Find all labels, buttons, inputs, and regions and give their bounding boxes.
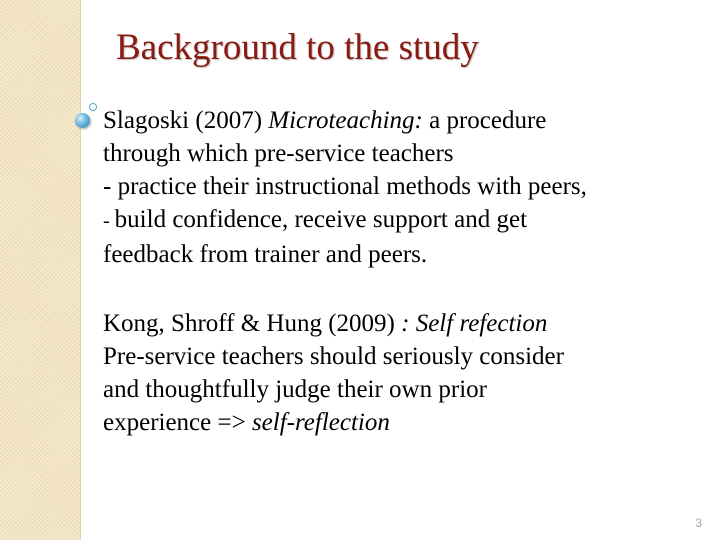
para1-line3: - practice their instructional methods with peers, xyxy=(103,173,587,200)
citation-slagoski: Slagoski (2007) xyxy=(103,107,269,134)
slide-number: 3 xyxy=(695,516,702,530)
para1-line5: feedback from trainer and peers. xyxy=(103,241,428,268)
para1-line1 xyxy=(103,104,703,137)
para2-line2: Pre-service teachers should seriously consider xyxy=(103,343,564,370)
para1-line1-rest: a procedure xyxy=(422,107,547,134)
para2-line3: and thoughtfully judge their own prior xyxy=(103,376,487,403)
slide-body xyxy=(103,104,703,439)
para2-line1 xyxy=(103,307,703,340)
decorative-sidebar xyxy=(0,0,81,540)
para1-line4 xyxy=(103,203,703,238)
para2-line4-plain: experience => xyxy=(103,409,252,436)
para2-line4 xyxy=(103,406,703,439)
term-self-reflection: self-reflection xyxy=(251,409,390,436)
slide-title: Background to the study xyxy=(116,27,479,68)
bullet-icon xyxy=(75,103,105,133)
term-microteaching: Microteaching: xyxy=(268,107,423,134)
para1-line4-dash: - xyxy=(103,210,115,232)
citation-kong: Kong, Shroff & Hung (2009) xyxy=(103,310,402,337)
bullet-large-dot-icon xyxy=(75,113,90,128)
paragraph-gap xyxy=(103,271,703,307)
term-self-refection: : Self refection xyxy=(401,310,548,337)
para1-line4-rest: build confidence, receive support and get xyxy=(114,206,528,233)
bullet-small-dot-icon xyxy=(89,103,97,111)
para1-line2: through which pre-service teachers xyxy=(103,140,454,167)
